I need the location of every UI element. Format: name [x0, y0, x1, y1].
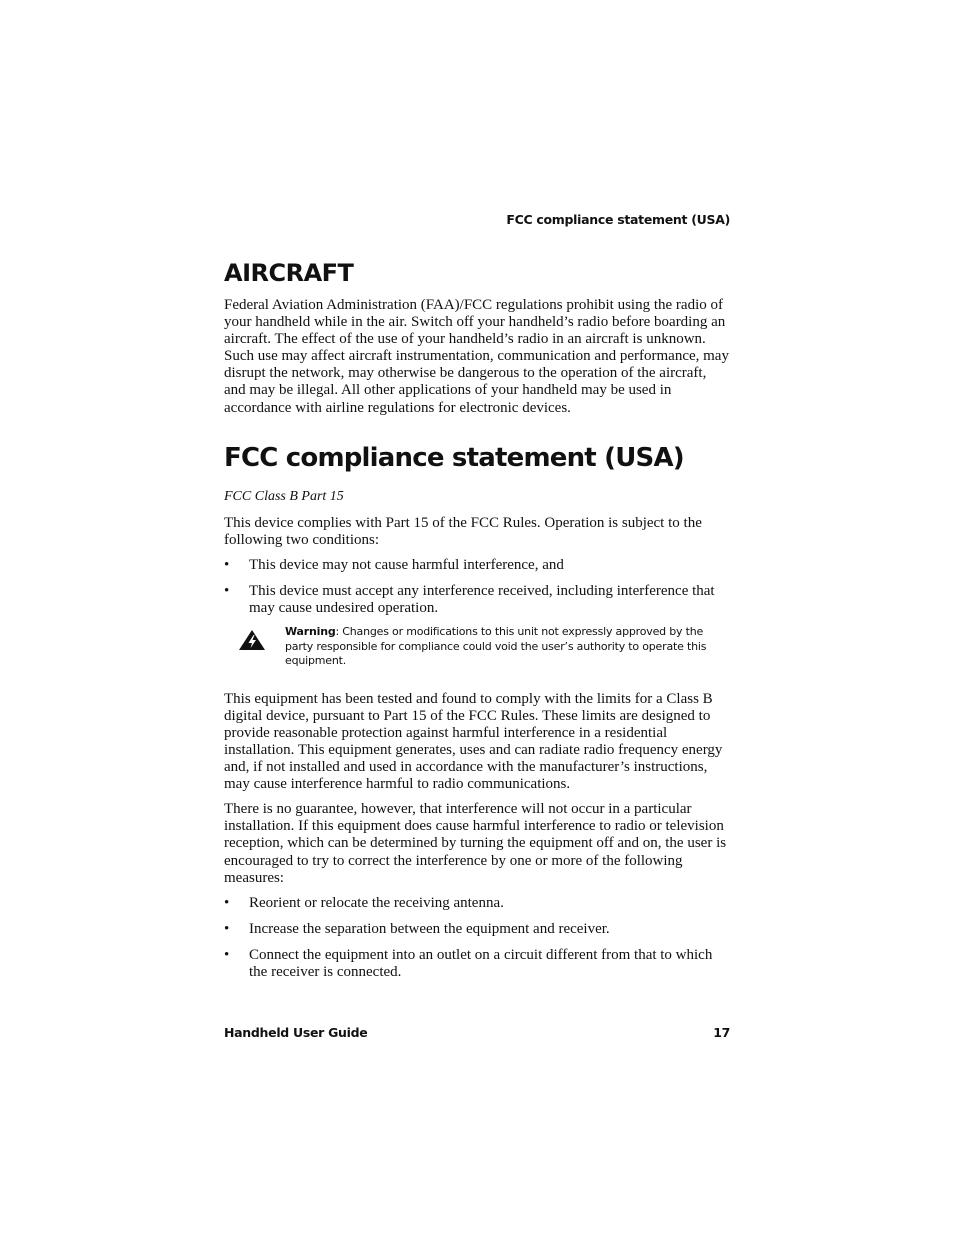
- fcc-intro-paragraph: This device complies with Part 15 of the FCC Rules. Operation is subject to the following two conditions:: [224, 514, 702, 548]
- warning-note: [224, 625, 730, 669]
- bullet-icon: •: [224, 583, 230, 600]
- list-item: [224, 921, 730, 938]
- page-number: 17: [713, 1025, 730, 1040]
- list-item-text: This device may not cause harmful interference, and: [249, 556, 564, 573]
- fcc-test-paragraph: This equipment has been tested and found to comply with the limits for a Class B digital device, pursuant to Part 15 of the FCC Rules. These limits are designed to provide reasonable protection against harmful interference in a residential installation. This equipment generates, uses and can radiate radio frequency energy and, if not installed and used in accordance with the manufacturer’s instructions, may cause interference harmful to radio communications.: [224, 690, 723, 793]
- warning-text: : Changes or modifications to this unit not expressly approved by the party responsible for compliance could void the user’s authority to operate this equipment.: [285, 625, 707, 668]
- measures-list: [224, 895, 730, 981]
- conditions-list: [224, 557, 730, 617]
- list-item: [224, 947, 730, 981]
- fcc-guarantee-paragraph: There is no guarantee, however, that interference will not occur in a particular installation. If this equipment does cause harmful interference to radio or television reception, which can be determined by turning the equipment off and on, the user is encouraged to try to correct the interference by one or more of the following measures:: [224, 801, 727, 886]
- list-item-text: Connect the equipment into an outlet on a circuit different from that to which the receiver is connected.: [249, 946, 713, 981]
- list-item: [224, 557, 730, 574]
- warning-label: Warning: [285, 625, 336, 639]
- footer-title: Handheld User Guide: [224, 1025, 368, 1040]
- aircraft-paragraph: Federal Aviation Administration (FAA)/FCC regulations prohibit using the radio of your handheld while in the air. Switch off your handheld’s radio before boarding an aircraft. The effect of the use of your handheld’s radio in an aircraft is unknown. Such use may affect aircraft instrumentation, communication and performance, may disrupt the network, may otherwise be dangerous to the operation of the aircraft, and may be illegal. All other applications of your handheld may be used in accordance with airline regulations for electronic devices.: [224, 297, 729, 416]
- bullet-icon: •: [224, 556, 230, 573]
- fcc-subtitle: FCC Class B Part 15: [224, 488, 344, 504]
- list-item: [224, 583, 730, 617]
- page-content: [224, 257, 730, 990]
- bullet-icon: •: [224, 946, 230, 963]
- list-item-text: This device must accept any interference received, including interference that may cause undesired operation.: [249, 583, 715, 617]
- warning-lightning-icon: [238, 629, 266, 651]
- list-item: [224, 895, 730, 912]
- list-item-text: Reorient or relocate the receiving antenna.: [249, 894, 504, 911]
- list-item-text: Increase the separation between the equipment and receiver.: [249, 920, 610, 937]
- aircraft-heading: AIRCRAFT: [224, 259, 354, 287]
- running-header: FCC compliance statement (USA): [506, 212, 730, 227]
- bullet-icon: •: [224, 894, 230, 911]
- document-page: [224, 0, 730, 1235]
- page-footer: [224, 1025, 730, 1040]
- bullet-icon: •: [224, 920, 230, 937]
- fcc-heading: FCC compliance statement (USA): [224, 442, 684, 473]
